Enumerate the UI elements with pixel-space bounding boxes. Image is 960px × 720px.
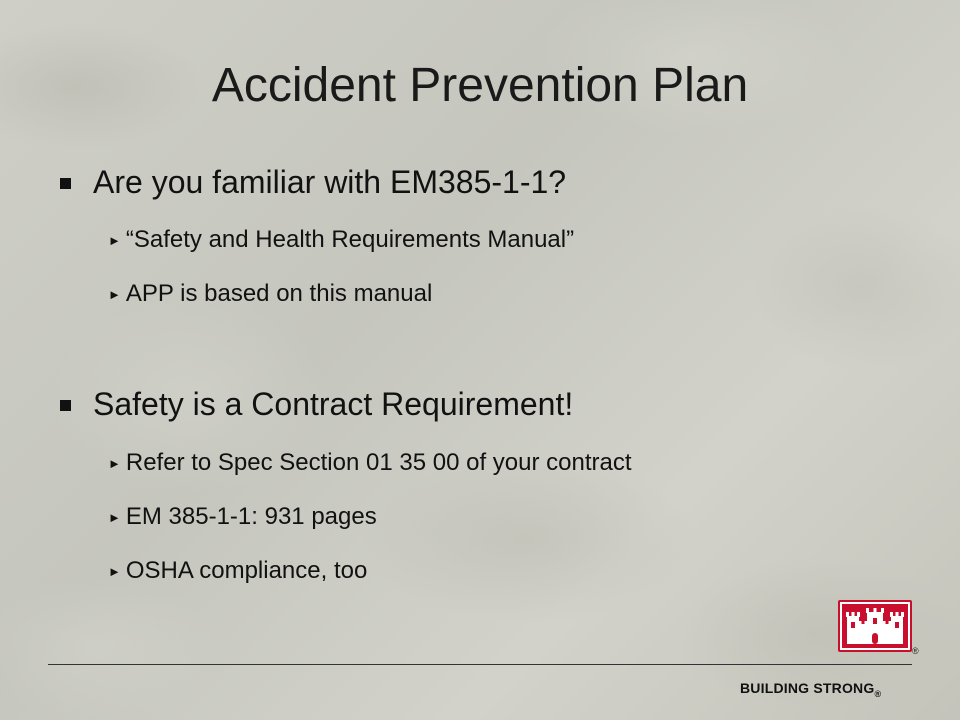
sub-bullet-item: [108, 503, 377, 531]
arrow-bullet-icon: ►: [108, 509, 121, 525]
sub-bullet-text: Refer to Spec Section 01 35 00 of your contract: [125, 449, 632, 476]
slogan-registered-mark: ®: [874, 689, 882, 699]
bullet-text: Safety is a Contract Requirement!: [93, 386, 574, 422]
square-bullet-icon: [60, 400, 71, 411]
footer-divider: [48, 664, 912, 665]
bullet-item-2: [60, 386, 573, 423]
footer-slogan: [740, 680, 881, 699]
arrow-bullet-icon: ►: [108, 455, 121, 471]
sub-bullet-item: [108, 226, 574, 254]
bullet-text: Are you familiar with EM385-1-1?: [93, 164, 567, 200]
arrow-bullet-icon: ►: [108, 232, 121, 248]
castle-logo-icon: [838, 600, 912, 652]
square-bullet-icon: [60, 178, 71, 189]
sub-bullet-text: “Safety and Health Requirements Manual”: [125, 226, 575, 253]
sub-bullet-item: [108, 280, 432, 308]
sub-bullet-item: [108, 557, 367, 585]
sub-bullet-item: [108, 449, 632, 477]
sub-bullet-text: EM 385-1-1: 931 pages: [125, 503, 377, 530]
slogan-text: BUILDING STRONG: [740, 680, 875, 696]
arrow-bullet-icon: ►: [108, 563, 121, 579]
sub-bullet-text: OSHA compliance, too: [125, 557, 368, 584]
sub-bullet-text: APP is based on this manual: [125, 280, 433, 307]
slide-title: Accident Prevention Plan: [211, 59, 749, 112]
bullet-item-1: [60, 164, 566, 201]
logo-registered-mark: ®: [912, 646, 919, 656]
arrow-bullet-icon: ►: [108, 286, 121, 302]
